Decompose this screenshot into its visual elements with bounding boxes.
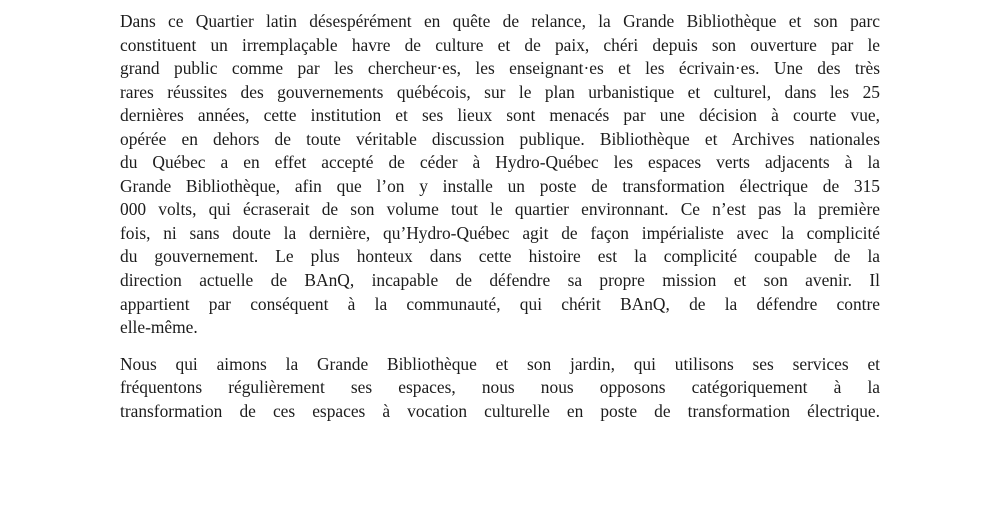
paragraph-line: opérée en dehors de toute véritable discussion publique. Bibliothèque et Archives nationales: [120, 128, 880, 149]
document-page: [120, 10, 880, 423]
paragraph-line: rares réussites des gouvernements québécois, sur le plan urbanistique et culturel, dans les 25: [120, 81, 880, 102]
paragraph-line: dernières années, cette institution et ses lieux sont menacés par une décision à courte vue,: [120, 105, 880, 126]
paragraph-line: Dans ce Quartier latin désespérément en quête de relance, la Grande Bibliothèque et son parc: [120, 11, 880, 31]
paragraph-line: fréquentons régulièrement ses espaces, nous nous opposons catégoriquement à la: [120, 377, 880, 398]
paragraph-line: Grande Bibliothèque, afin que l’on y installe un poste de transformation électrique de 315: [120, 175, 880, 196]
paragraph-line: du gouvernement. Le plus honteux dans cette histoire est la complicité coupable de la: [120, 246, 880, 267]
paragraph-line: fois, ni sans doute la dernière, qu’Hydro-Québec agit de façon impérialiste avec la complicité: [120, 222, 880, 243]
paragraph-line: grand public comme par les chercheur·es, les enseignant·es et les écrivain·es. Une des très: [120, 58, 880, 79]
paragraph-line: constituent un irremplaçable havre de culture et de paix, chéri depuis son ouverture par le: [120, 34, 880, 55]
paragraph-line: Nous qui aimons la Grande Bibliothèque et son jardin, qui utilisons ses services et: [120, 353, 880, 374]
paragraph-line: du Québec a en effet accepté de céder à Hydro-Québec les espaces verts adjacents à la: [120, 152, 880, 173]
paragraph-line: transformation de ces espaces à vocation culturelle en poste de transformation électrique.: [120, 400, 880, 421]
paragraph-2: [120, 353, 880, 424]
paragraph-line: elle-même.: [120, 317, 198, 338]
paragraph-1: [120, 10, 880, 340]
paragraph-line: direction actuelle de BAnQ, incapable de défendre sa propre mission et son avenir. Il: [120, 270, 880, 291]
paragraph-line: appartient par conséquent à la communauté, qui chérit BAnQ, de la défendre contre: [120, 293, 880, 314]
paragraph-line: 000 volts, qui écraserait de son volume tout le quartier environnant. Ce n’est pas la première: [120, 199, 880, 220]
